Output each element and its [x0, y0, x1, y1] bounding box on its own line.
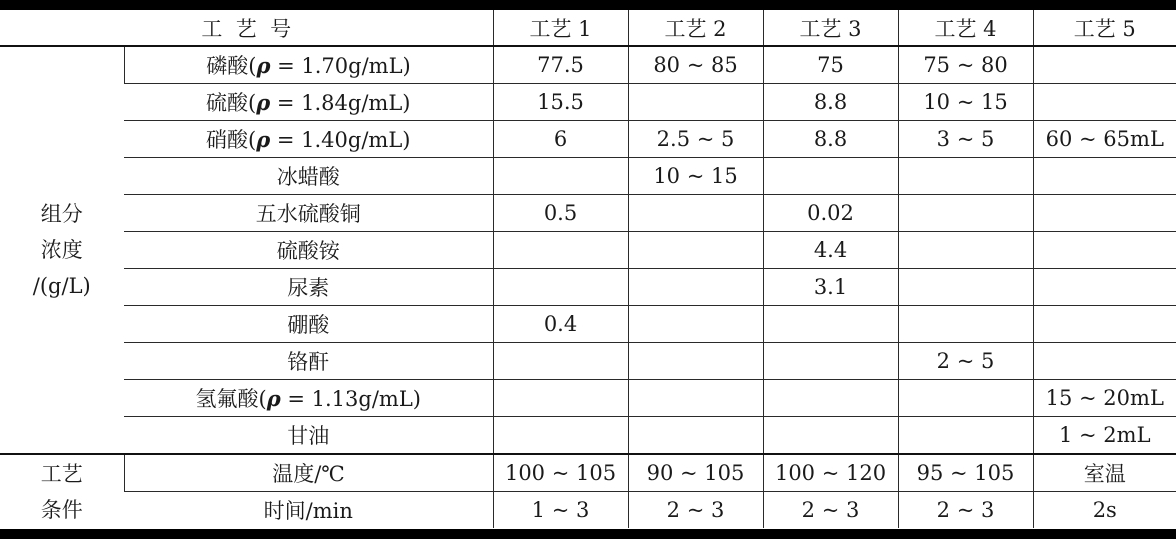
- value-cell: [763, 417, 898, 455]
- value-cell: 8.8: [763, 84, 898, 121]
- value-cell: 8.8: [763, 121, 898, 158]
- process-label-header: 工 艺 号: [201, 16, 292, 41]
- process-4-header: 工艺 4: [898, 10, 1033, 46]
- header-row: [0, 10, 1176, 46]
- value-cell: 75 ~ 80: [898, 46, 1033, 84]
- composition-group-label-line: /(g/L): [32, 274, 91, 298]
- table-row: [0, 46, 1176, 84]
- value-cell: 15.5: [493, 84, 628, 121]
- value-cell: [898, 417, 1033, 455]
- table-row: [0, 84, 1176, 121]
- value-cell: [493, 343, 628, 380]
- component-label: 尿素: [124, 269, 493, 306]
- table-row: [0, 121, 1176, 158]
- condition-label: 温度/℃: [124, 454, 493, 492]
- value-cell: [628, 84, 763, 121]
- value-cell: [1033, 232, 1176, 269]
- value-cell: [493, 232, 628, 269]
- value-cell: [493, 269, 628, 306]
- value-cell: [628, 269, 763, 306]
- value-cell: [1033, 158, 1176, 195]
- value-cell: 95 ~ 105: [898, 454, 1033, 492]
- value-cell: 10 ~ 15: [898, 84, 1033, 121]
- value-cell: [763, 306, 898, 343]
- value-cell: [1033, 195, 1176, 232]
- value-cell: 0.5: [493, 195, 628, 232]
- process-3-header: 工艺 3: [763, 10, 898, 46]
- composition-group-label-line: 浓度: [40, 238, 83, 262]
- table-row: [0, 306, 1176, 343]
- value-cell: [763, 158, 898, 195]
- process-2-header: 工艺 2: [628, 10, 763, 46]
- table-row: [0, 454, 1176, 492]
- component-label: 冰蜡酸: [124, 158, 493, 195]
- value-cell: 3 ~ 5: [898, 121, 1033, 158]
- value-cell: 100 ~ 120: [763, 454, 898, 492]
- value-cell: 1 ~ 3: [493, 492, 628, 529]
- component-label: 铬酐: [124, 343, 493, 380]
- conditions-group-label: [0, 454, 124, 528]
- value-cell: 0.02: [763, 195, 898, 232]
- value-cell: 80 ~ 85: [628, 46, 763, 84]
- table-row: [0, 232, 1176, 269]
- value-cell: 2 ~ 3: [763, 492, 898, 529]
- value-cell: [1033, 84, 1176, 121]
- value-cell: [763, 380, 898, 417]
- value-cell: 90 ~ 105: [628, 454, 763, 492]
- component-label: 硝酸(ρ = 1.40g/mL): [124, 121, 493, 158]
- value-cell: [628, 417, 763, 455]
- value-cell: [898, 158, 1033, 195]
- value-cell: [898, 306, 1033, 343]
- document-page: [0, 10, 1176, 529]
- value-cell: 室温: [1033, 454, 1176, 492]
- value-cell: [493, 417, 628, 455]
- value-cell: [493, 158, 628, 195]
- value-cell: 2 ~ 3: [898, 492, 1033, 529]
- value-cell: 0.4: [493, 306, 628, 343]
- value-cell: 2 ~ 5: [898, 343, 1033, 380]
- value-cell: 77.5: [493, 46, 628, 84]
- composition-group-label: [0, 46, 124, 454]
- table-row: [0, 269, 1176, 306]
- process-5-header: 工艺 5: [1033, 10, 1176, 46]
- table-row: [0, 380, 1176, 417]
- value-cell: [1033, 46, 1176, 84]
- component-label: 硼酸: [124, 306, 493, 343]
- composition-group-label-line: 组分: [40, 202, 83, 226]
- value-cell: 100 ~ 105: [493, 454, 628, 492]
- component-label: 硫酸(ρ = 1.84g/mL): [124, 84, 493, 121]
- value-cell: [898, 195, 1033, 232]
- value-cell: [898, 380, 1033, 417]
- table-row: [0, 158, 1176, 195]
- conditions-group-label-line: 条件: [40, 497, 83, 522]
- value-cell: 2 ~ 3: [628, 492, 763, 529]
- value-cell: [628, 343, 763, 380]
- table-row: [0, 417, 1176, 455]
- value-cell: [628, 380, 763, 417]
- component-label: 氢氟酸(ρ = 1.13g/mL): [124, 380, 493, 417]
- value-cell: [898, 232, 1033, 269]
- value-cell: 15 ~ 20mL: [1033, 380, 1176, 417]
- condition-label: 时间/min: [124, 492, 493, 529]
- table-row: [0, 492, 1176, 529]
- value-cell: [1033, 269, 1176, 306]
- component-label: 五水硫酸铜: [124, 195, 493, 232]
- process-1-header: 工艺 1: [493, 10, 628, 46]
- value-cell: [628, 195, 763, 232]
- value-cell: [1033, 343, 1176, 380]
- value-cell: 4.4: [763, 232, 898, 269]
- table-row: [0, 195, 1176, 232]
- value-cell: 2.5 ~ 5: [628, 121, 763, 158]
- value-cell: 3.1: [763, 269, 898, 306]
- value-cell: [628, 306, 763, 343]
- conditions-group-label-line: 工艺: [40, 461, 83, 486]
- value-cell: [763, 343, 898, 380]
- component-label: 硫酸铵: [124, 232, 493, 269]
- component-label: 磷酸(ρ = 1.70g/mL): [124, 46, 493, 84]
- component-label: 甘油: [124, 417, 493, 455]
- value-cell: 75: [763, 46, 898, 84]
- value-cell: 1 ~ 2mL: [1033, 417, 1176, 455]
- value-cell: 60 ~ 65mL: [1033, 121, 1176, 158]
- value-cell: 10 ~ 15: [628, 158, 763, 195]
- table-row: [0, 343, 1176, 380]
- value-cell: 2s: [1033, 492, 1176, 529]
- process-table: [0, 10, 1176, 528]
- value-cell: [493, 380, 628, 417]
- value-cell: [898, 269, 1033, 306]
- value-cell: [1033, 306, 1176, 343]
- value-cell: [628, 232, 763, 269]
- value-cell: 6: [493, 121, 628, 158]
